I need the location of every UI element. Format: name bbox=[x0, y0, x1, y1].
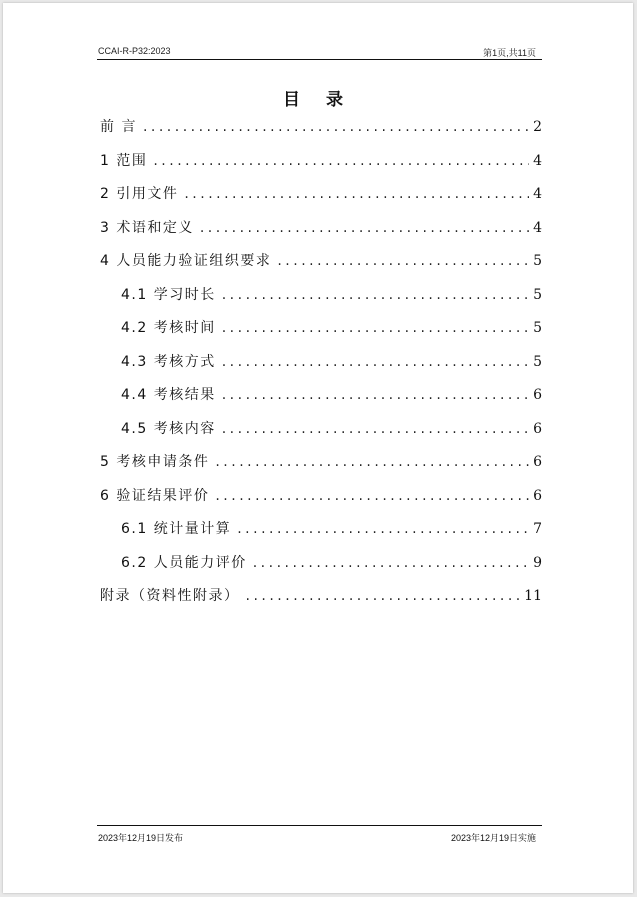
toc-dot-leader bbox=[143, 117, 529, 137]
toc-entry-page: 5 bbox=[533, 253, 542, 269]
toc-entry-label: 6.2 人员能力评价 bbox=[121, 554, 247, 571]
document-page bbox=[3, 3, 633, 893]
toc-entry[interactable] bbox=[100, 519, 542, 553]
footer-divider bbox=[97, 825, 542, 826]
toc-entry-page: 9 bbox=[533, 554, 542, 571]
toc-dot-leader bbox=[215, 452, 529, 472]
toc-entry[interactable] bbox=[100, 419, 542, 453]
toc-entry-label: 附录（资料性附录） bbox=[100, 588, 240, 604]
toc-entry[interactable] bbox=[100, 586, 542, 620]
toc-entry-label: 4.4 考核结果 bbox=[121, 387, 216, 403]
toc-entry-page: 7 bbox=[533, 521, 542, 537]
toc-entry-label: 3 术语和定义 bbox=[100, 219, 194, 236]
toc-entry-page: 6 bbox=[533, 420, 542, 437]
toc-entry-page: 4 bbox=[533, 186, 542, 202]
toc-entry[interactable] bbox=[100, 285, 542, 319]
toc-dot-leader bbox=[153, 151, 529, 171]
toc-dot-leader bbox=[222, 352, 529, 372]
toc-entry-label: 4.5 考核内容 bbox=[121, 420, 216, 437]
toc-dot-leader bbox=[215, 486, 529, 506]
toc-dot-leader bbox=[222, 318, 529, 338]
page-info: 第1页,共11页 bbox=[483, 48, 536, 58]
toc-entry[interactable] bbox=[100, 318, 542, 352]
publish-date: 2023年12月19日发布 bbox=[98, 833, 184, 843]
toc-dot-leader bbox=[253, 553, 529, 573]
toc-dot-leader bbox=[222, 419, 529, 439]
toc-dot-leader bbox=[277, 251, 529, 271]
toc-entry[interactable] bbox=[100, 218, 542, 252]
toc-entry[interactable] bbox=[100, 553, 542, 587]
toc-entry[interactable] bbox=[100, 184, 542, 218]
header-divider bbox=[97, 59, 542, 60]
toc-entry[interactable] bbox=[100, 151, 542, 185]
toc-entry-page: 4 bbox=[533, 219, 542, 236]
toc-entry-page: 2 bbox=[533, 119, 542, 135]
toc-entry-label: 2 引用文件 bbox=[100, 186, 179, 202]
toc-dot-leader bbox=[237, 519, 529, 539]
doc-code: CCAI-R-P32:2023 bbox=[98, 46, 171, 56]
toc-title: 目 录 bbox=[283, 90, 353, 110]
toc-entry-label: 6 验证结果评价 bbox=[100, 487, 210, 504]
effective-date: 2023年12月19日实施 bbox=[450, 833, 536, 843]
toc-entry-page: 5 bbox=[533, 320, 542, 336]
toc-entry[interactable] bbox=[100, 352, 542, 386]
toc-entry-label: 4 人员能力验证组织要求 bbox=[100, 253, 272, 269]
toc-dot-leader bbox=[184, 184, 529, 204]
table-of-contents bbox=[100, 117, 542, 620]
toc-entry[interactable] bbox=[100, 486, 542, 520]
toc-entry[interactable] bbox=[100, 251, 542, 285]
toc-entry[interactable] bbox=[100, 385, 542, 419]
toc-entry-label: 4.3 考核方式 bbox=[121, 353, 216, 370]
toc-entry-label: 4.2 考核时间 bbox=[121, 320, 216, 336]
toc-entry-label: 6.1 统计量计算 bbox=[121, 521, 232, 537]
toc-dot-leader bbox=[200, 218, 529, 238]
toc-entry-page: 4 bbox=[533, 152, 542, 169]
toc-entry[interactable] bbox=[100, 117, 542, 151]
toc-entry-page: 6 bbox=[533, 487, 542, 504]
toc-entry-label: 5 考核申请条件 bbox=[100, 454, 210, 470]
toc-dot-leader bbox=[222, 385, 529, 405]
toc-entry[interactable] bbox=[100, 452, 542, 486]
toc-entry-label: 4.1 学习时长 bbox=[121, 286, 216, 303]
toc-entry-page: 5 bbox=[533, 353, 542, 370]
toc-entry-page: 6 bbox=[533, 387, 542, 403]
toc-entry-label: 1 范围 bbox=[100, 152, 148, 169]
toc-entry-page: 6 bbox=[533, 454, 542, 470]
toc-dot-leader bbox=[246, 586, 521, 606]
toc-entry-label: 前 言 bbox=[100, 119, 137, 135]
toc-entry-page: 5 bbox=[533, 286, 542, 303]
toc-dot-leader bbox=[222, 285, 529, 305]
toc-entry-page: 11 bbox=[524, 588, 542, 604]
